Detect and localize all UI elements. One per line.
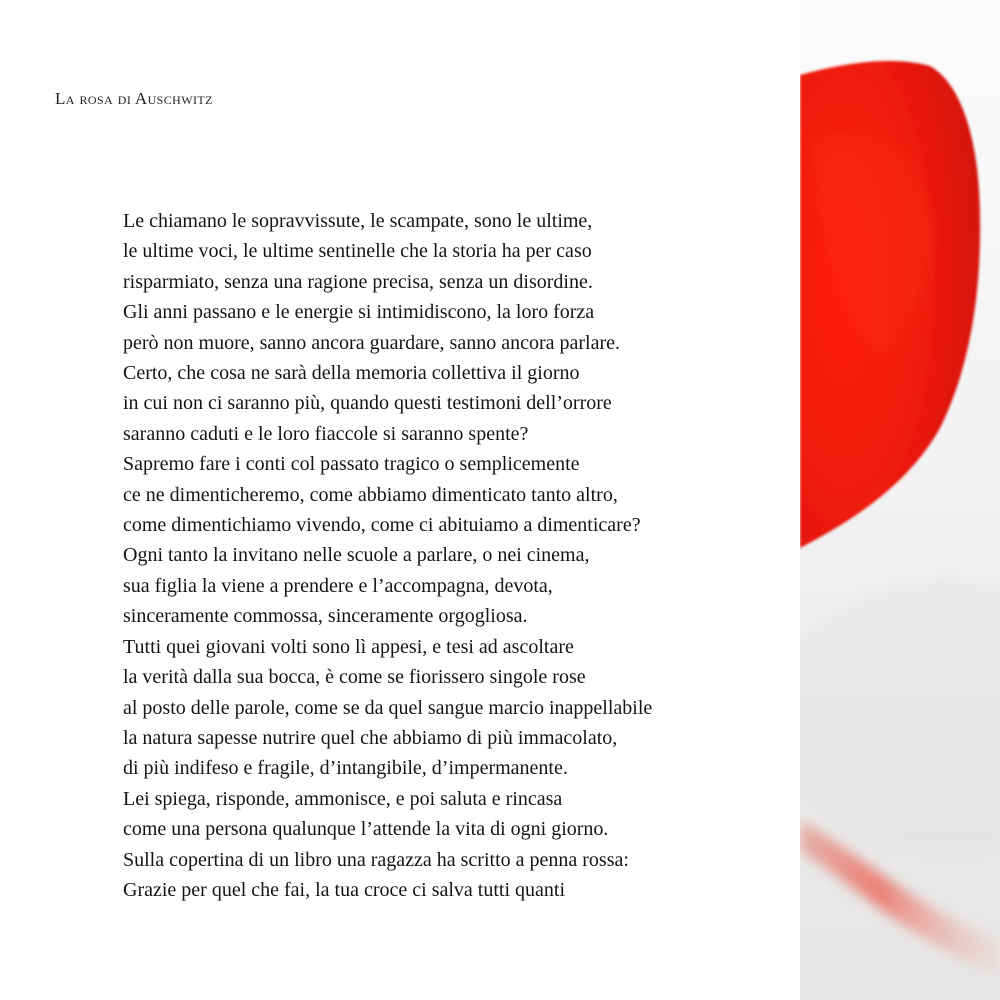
rose-petal-image xyxy=(800,0,1000,1000)
poem-line: Grazie per quel che fai, la tua croce ci salva tutti quanti xyxy=(123,878,566,901)
poem-line: la verità dalla sua bocca, è come se fiorissero singole rose xyxy=(123,666,586,689)
poem-line: Ogni tanto la invitano nelle scuole a parlare, o nei cinema, xyxy=(123,544,590,567)
poem-line: però non muore, sanno ancora guardare, sanno ancora parlare. xyxy=(123,331,620,354)
poem-line: ce ne dimenticheremo, come abbiamo dimenticato tanto altro, xyxy=(123,483,618,506)
poem-line: la natura sapesse nutrire quel che abbiamo di più immacolato, xyxy=(123,726,618,749)
poem-line: come dimentichiamo vivendo, come ci abituiamo a dimenticare? xyxy=(123,514,641,537)
poem-line: sua figlia la viene a prendere e l’accompagna, devota, xyxy=(123,574,553,597)
poem-line: Tutti quei giovani volti sono lì appesi, e tesi ad ascoltare xyxy=(123,635,574,658)
poem-line: Le chiamano le sopravvissute, le scampate, sono le ultime, xyxy=(123,210,593,232)
poem xyxy=(123,206,783,905)
poem-line: in cui non ci saranno più, quando questi testimoni dell’orrore xyxy=(123,392,612,415)
poem-line: saranno caduti e le loro fiaccole si saranno spente? xyxy=(123,422,529,445)
poem-line: come una persona qualunque l’attende la vita di ogni giorno. xyxy=(123,818,609,841)
poem-line: Sulla copertina di un libro una ragazza ha scritto a penna rossa: xyxy=(123,848,629,871)
poem-line: sinceramente commossa, sinceramente orgogliosa. xyxy=(123,605,528,628)
page-title: La rosa di Auschwitz xyxy=(55,89,213,108)
poem-line: le ultime voci, le ultime sentinelle che la storia ha per caso xyxy=(123,240,592,263)
poem-line: di più indifeso e fragile, d’intangibile, d’impermanente. xyxy=(123,757,568,780)
poem-line: Sapremo fare i conti col passato tragico o semplicemente xyxy=(123,453,580,476)
rose-petal-photo xyxy=(800,0,1000,1000)
poem-line: Gli anni passano e le energie si intimidiscono, la loro forza xyxy=(123,301,595,324)
poem-line: Lei spiega, risponde, ammonisce, e poi saluta e rincasa xyxy=(123,787,563,810)
poem-line: al posto delle parole, come se da quel sangue marcio inappellabile xyxy=(123,696,653,719)
poem-line: Certo, che cosa ne sarà della memoria collettiva il giorno xyxy=(123,362,580,385)
poem-line: risparmiato, senza una ragione precisa, senza un disordine. xyxy=(123,270,593,293)
